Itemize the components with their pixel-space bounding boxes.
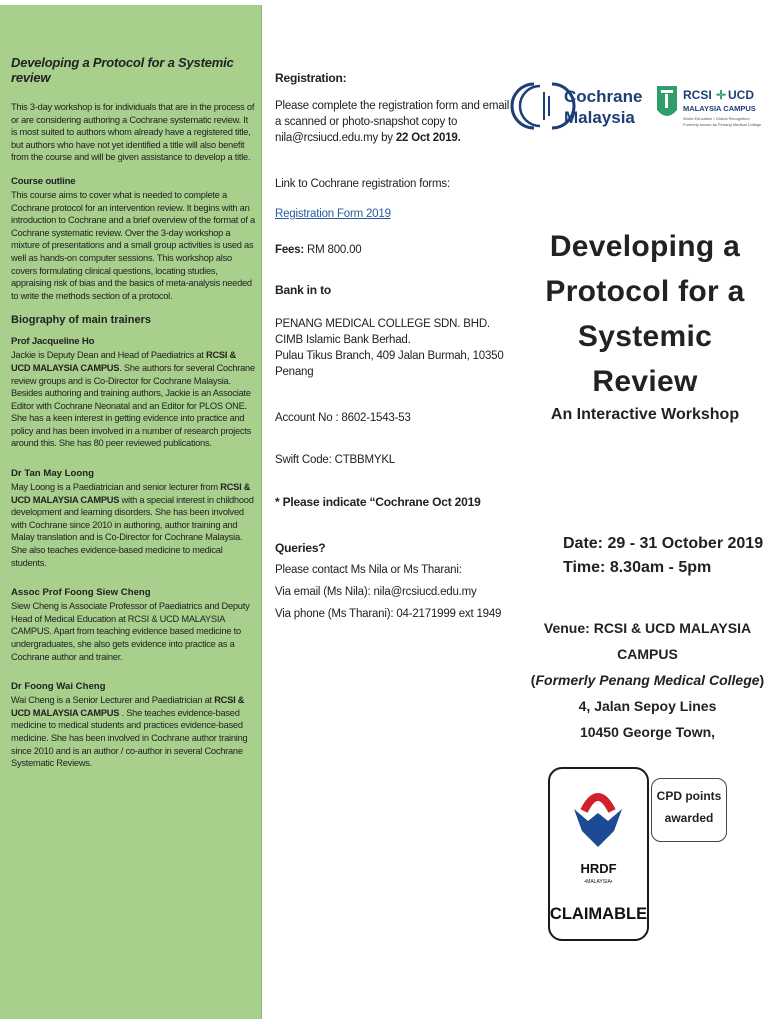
bank-institution: CIMB Islamic Bank Berhad. <box>275 334 411 346</box>
svg-text:✛: ✛ <box>716 88 727 102</box>
event-date: Date: 29 - 31 October 2019 <box>563 535 764 552</box>
registration-deadline: 22 Oct 2019. <box>395 132 461 144</box>
fees: Fees: RM 800.00 <box>275 244 362 256</box>
queries-contact: Please contact Ms Nila or Ms Tharani: <box>275 564 462 576</box>
trainer-bio <box>11 587 255 663</box>
trainer-text: Jackie is Deputy Dean and Head of Paediatrics at RCSI & UCD MALAYSIA CAMPUS. She authors for several Cochrane review groups and is Co-Director for Cochrane Malaysia. Besides authoring and training authors, Jackie is an Associate Editor with Cochrane Neonatal and an Editor for PLOS ONE. She has a keen interest in getting evidence into practice and policy and has been involved in a number of research projects around this. She has 80 peer reviewed publications. <box>11 350 255 449</box>
registration-text: Please complete the registration form and email a scanned or photo-snapshot copy to nila@rcsiucd.edu.my by 22 Oct 2019. <box>275 100 510 144</box>
biography-heading: Biography of main trainers <box>11 314 151 327</box>
event-time: Time: 8.30am - 5pm <box>563 559 712 576</box>
trainer-name: Dr Foong Wai Cheng <box>11 681 106 693</box>
intro-text: This 3-day workshop is for individuals that are in the process of or are considering authoring a Cochrane systematic review. It is most suited to authors whom already have a registered title, but authors who have not yet identified a title will also benefit from the course and will be given assistance to develop a title. <box>11 102 255 163</box>
hrdf-logo-icon <box>550 769 647 939</box>
trainer-name: Dr Tan May Loong <box>11 468 94 480</box>
registration-form-link[interactable]: Registration Form 2019 <box>275 208 391 220</box>
svg-text:Malaysia: Malaysia <box>564 108 635 127</box>
queries-phone: Via phone (Ms Tharani): 04-2171999 ext 1949 <box>275 608 502 620</box>
registration-heading: Registration: <box>275 71 347 85</box>
cochrane-emblem-icon <box>528 78 643 134</box>
svg-text:RCSI: RCSI <box>683 88 712 102</box>
trainer-bio <box>11 468 255 569</box>
trainer-text: Wai Cheng is a Senior Lecturer and Paediatrician at RCSI & UCD MALAYSIA CAMPUS . She teaches evidence-based medicine to medical students and practices evidence-based medicine. She has been involved in Cochrane author training since 2010 and is an author / co-author in several Cochrane Systematic Reviews. <box>11 695 248 769</box>
trainer-bio <box>11 681 255 770</box>
date-time <box>563 532 763 580</box>
workshop-title: Developing a Protocol for a Systemic Review <box>545 230 745 398</box>
svg-text:Formerly known as Penang Medic: Formerly known as Penang Medical College <box>683 122 762 127</box>
left-panel <box>0 5 262 1019</box>
svg-text:MALAYSIA CAMPUS: MALAYSIA CAMPUS <box>683 104 756 113</box>
hrdf-claimable-badge <box>548 767 649 941</box>
middle-panel <box>275 70 510 622</box>
svg-text:UCD: UCD <box>728 88 754 102</box>
svg-text:World Education • Global Recog: World Education • Global Recognition <box>683 116 750 121</box>
indicate-note: * Please indicate “Cochrane Oct 2019 <box>275 495 481 509</box>
course-outline-text: This course aims to cover what is needed to complete a Cochrane protocol for an intervention review. It begins with an introduction to Cochrane and a brief overview of the format of a Cochrane systematic review. Over the 3-day workshop a mixture of presentations and a small group activities is used as well as hands-on computer sessions. This workshop also covers formulating clinical questions, locating studies, appraising risk of bias and the basics of meta-analysis needed to write the methods section of a protocol. <box>11 189 255 301</box>
venue: Venue: RCSI & UCD MALAYSIA CAMPUS (Formerly Penang Medical College) 4, Jalan Sepoy Lines 10450 George Town, <box>530 620 765 740</box>
trainer-text: May Loong is a Paediatrician and senior lecturer from RCSI & UCD MALAYSIA CAMPUS with a special interest in childhood development and learning disorders. She has been involved with Cochrane since 2010 in authoring, author training and Malay translation and is Co-Director for Cochrane Malaysia. She also teaches evidence-based medicine to medical students. <box>11 482 254 568</box>
workshop-subtitle: An Interactive Workshop <box>550 406 740 423</box>
trainer-name: Assoc Prof Foong Siew Cheng <box>11 587 151 599</box>
svg-text:Cochrane: Cochrane <box>564 87 643 106</box>
cpd-points-badge: CPD points awarded <box>651 778 727 842</box>
queries-email: Via email (Ms Nila): nila@rcsiucd.edu.my <box>275 586 477 598</box>
registration-link-text: Link to Cochrane registration forms: <box>275 178 450 190</box>
trainer-bio <box>11 336 255 450</box>
rcsi-crest-icon <box>655 82 770 138</box>
trainer-text: Siew Cheng is Associate Professor of Paediatrics and Deputy Head of Medical Education at RCSI & UCD MALAYSIA CAMPUS. Apart from teaching evidence based medicine to undergraduates, she also gets evidence into practice as a Cochrane author and trainer. <box>11 601 250 662</box>
queries-heading: Queries? <box>275 541 326 555</box>
bank-name: PENANG MEDICAL COLLEGE SDN. BHD. <box>275 318 490 330</box>
rcsi-ucd-logo <box>655 82 770 138</box>
swift-code: Swift Code: CTBBMYKL <box>275 454 395 466</box>
cochrane-logo <box>528 78 643 134</box>
trainer-name: Prof Jacqueline Ho <box>11 336 95 348</box>
svg-text:CLAIMABLE: CLAIMABLE <box>549 905 648 923</box>
course-outline-heading: Course outline <box>11 175 76 187</box>
bank-branch: Pulau Tikus Branch, 409 Jalan Burmah, 10350 Penang <box>275 350 504 378</box>
right-panel <box>525 0 770 1024</box>
svg-text:HRDF: HRDF <box>580 861 617 876</box>
left-title: Developing a Protocol for a Systemic review <box>11 55 234 85</box>
bank-heading: Bank in to <box>275 283 332 297</box>
svg-text:•MALAYSIA•: •MALAYSIA• <box>584 879 613 885</box>
account-number: Account No : 8602-1543-53 <box>275 412 411 424</box>
